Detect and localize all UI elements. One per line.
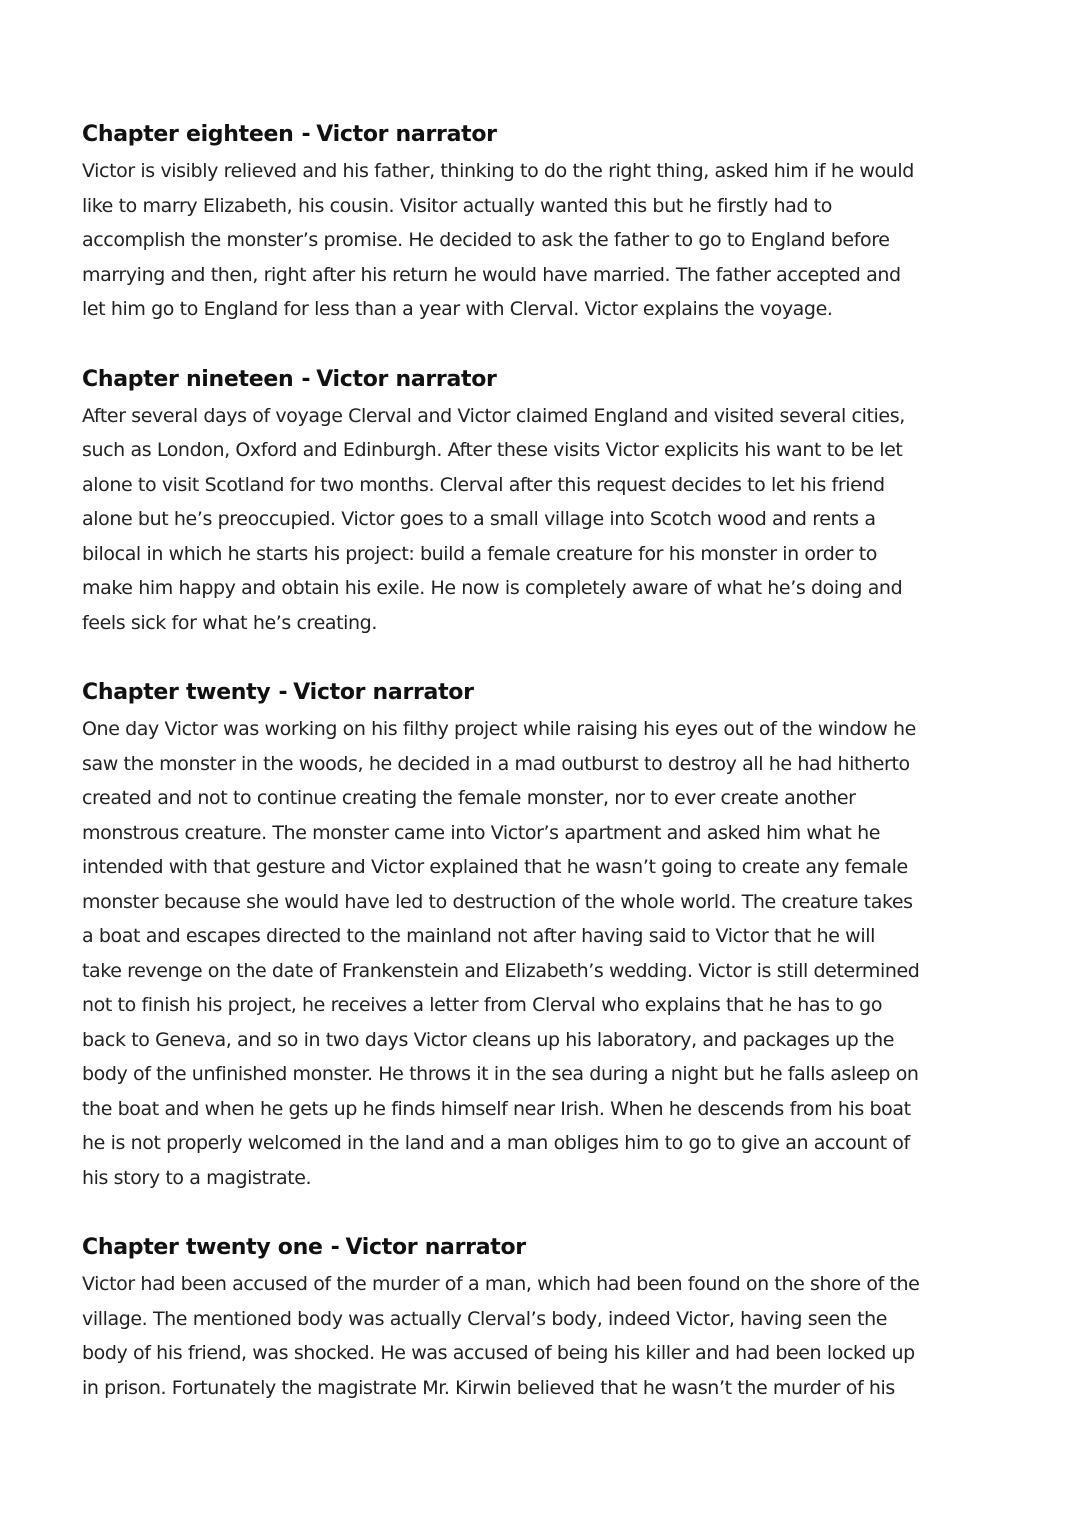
paragraph-line: feels sick for what he’s creating. [82,611,377,634]
paragraph-line: saw the monster in the woods, he decided in a mad outburst to destroy all he had hitherto [82,752,910,775]
chapter-paragraph [82,1267,1002,1405]
paragraph-line: alone but he’s preoccupied. Victor goes to a small village into Scotch wood and rents a [82,508,876,530]
chapter-section [82,363,1002,641]
paragraph-line: intended with that gesture and Victor explained that he wasn’t going to create any female [82,856,908,878]
paragraph-line: let him go to England for less than a year with Clerval. Victor explains the voyage. [82,298,833,320]
paragraph-line: he is not properly welcomed in the land and a man obliges him to go to give an account of [82,1132,910,1154]
paragraph-line: a boat and escapes directed to the mainland not after having said to Victor that he will [82,925,875,947]
paragraph-line: bilocal in which he starts his project: build a female creature for his monster in order to [82,542,877,565]
paragraph-line: make him happy and obtain his exile. He now is completely aware of what he’s doing and [82,577,903,599]
heading-separator: - [301,366,311,392]
chapter-title: Chapter twenty one [82,1235,323,1260]
paragraph-line: Victor had been accused of the murder of a man, which had been found on the shore of the [82,1273,920,1295]
paragraph-line: take revenge on the date of Frankenstein and Elizabeth’s wedding. Victor is still determined [82,959,920,982]
paragraph-line: in prison. Fortunately the magistrate Mr. Kirwin believed that he wasn’t the murder of his [82,1376,895,1399]
heading-separator: - [330,1235,340,1260]
paragraph-line: Victor is visibly relieved and his father, thinking to do the right thing, asked him if he would [82,160,914,182]
paragraph-line: monstrous creature. The monster came into Victor’s apartment and asked him what he [82,821,881,844]
paragraph-line: village. The mentioned body was actually Clerval’s body, indeed Victor, having seen the [82,1307,888,1330]
chapter-paragraph [82,154,1002,327]
paragraph-line: monster because she would have led to destruction of the whole world. The creature takes [82,890,913,913]
paragraph-line: After several days of voyage Clerval and Victor claimed England and visited several cities, [82,404,905,427]
paragraph-line: body of his friend, was shocked. He was accused of being his killer and had been locked up [82,1342,915,1364]
chapter-narrator: Victor narrator [316,122,497,147]
chapter-section [82,1231,1002,1405]
chapter-heading [82,363,1002,397]
paragraph-line: such as London, Oxford and Edinburgh. After these visits Victor explicits his want to be let [82,439,903,461]
paragraph-line: accomplish the monster’s promise. He decided to ask the father to go to England before [82,229,890,251]
paragraph-line: One day Victor was working on his filthy project while raising his eyes out of the window he [82,718,916,740]
paragraph-line: like to marry Elizabeth, his cousin. Visitor actually wanted this but he firstly had to [82,194,832,217]
chapter-section [82,676,1002,1195]
chapter-narrator: Victor narrator [293,680,474,705]
chapter-narrator: Victor narrator [345,1235,526,1260]
paragraph-line: not to finish his project, he receives a letter from Clerval who explains that he has to go [82,994,883,1016]
chapter-narrator: Victor narrator [316,366,497,392]
paragraph-line: marrying and then, right after his return he would have married. The father accepted and [82,263,901,286]
paragraph-line: his story to a magistrate. [82,1166,312,1189]
chapter-section [82,118,1002,327]
chapter-heading [82,676,1002,710]
heading-separator: - [301,122,311,147]
paragraph-line: body of the unfinished monster. He throws it in the sea during a night but he falls asleep on [82,1063,919,1085]
chapter-heading [82,1231,1002,1265]
chapter-heading [82,118,1002,152]
paragraph-line: back to Geneva, and so in two days Victor cleans up his laboratory, and packages up the [82,1028,895,1051]
chapter-title: Chapter eighteen [82,122,294,147]
chapter-paragraph [82,712,1002,1195]
paragraph-line: created and not to continue creating the female monster, nor to ever create another [82,787,856,809]
chapter-paragraph [82,399,1002,641]
heading-separator: - [278,680,288,705]
document-page [82,118,1002,1441]
paragraph-line: the boat and when he gets up he finds himself near Irish. When he descends from his boat [82,1097,911,1120]
paragraph-line: alone to visit Scotland for two months. Clerval after this request decides to let his friend [82,473,885,496]
chapter-title: Chapter twenty [82,680,271,705]
chapter-title: Chapter nineteen [82,366,294,392]
